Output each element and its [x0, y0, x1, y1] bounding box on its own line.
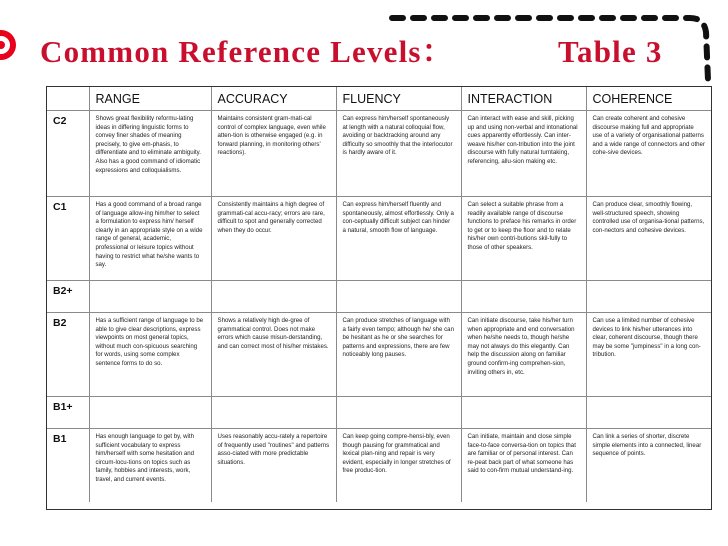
- fluency-cell: Can keep going compre-hensi-bly, even though pausing for grammatical and lexical plan-ning and repair is very evident, especially in longer stretches of free produc-tion.: [336, 429, 461, 503]
- interaction-cell: Can initiate, maintain and close simple face-to-face conversa-tion on topics that are familiar or of personal interest. Can re-peat back part of what someone has said to con-firm mutual understand-ing.: [461, 429, 586, 503]
- range-cell: [89, 281, 211, 313]
- header-coherence: COHERENCE: [586, 87, 711, 111]
- header-fluency: FLUENCY: [336, 87, 461, 111]
- range-cell: Has a sufficient range of language to be able to give clear descriptions, express viewpoints on most general topics, without much con-spicuous searching for words, using some complex sentence forms to do so.: [89, 313, 211, 397]
- table-row-b1-plus: [47, 397, 711, 429]
- header-interaction: INTERACTION: [461, 87, 586, 111]
- table-row-b2-plus: [47, 281, 711, 313]
- interaction-cell: [461, 397, 586, 429]
- range-cell: [89, 397, 211, 429]
- range-cell: Has enough language to get by, with sufficient vocabulary to express him/herself with some hesitation and circum-locu-tions on topics such as family, hobbies and interests, work, travel, and current events.: [89, 429, 211, 503]
- range-cell: Has a good command of a broad range of language allow-ing him/her to select a formulation to express him/ herself clearly in an appropriate style on a wide range of general, academic, professional or leisure topics without having to restrict what he/she wants to say.: [89, 197, 211, 281]
- level-label: B1+: [47, 397, 89, 429]
- coherence-cell: [586, 281, 711, 313]
- coherence-cell: Can create coherent and cohesive discourse making full and appropriate use of a variety of organisational patterns and a wide range of connectors and other cohe-sive devices.: [586, 111, 711, 197]
- table-label: Table 3: [558, 34, 663, 69]
- range-cell: Shows great flexibility reformu-lating ideas in differing linguistic forms to convey finer shades of meaning precisely, to give em-phasis, to differentiate and to eliminate ambiguity. Also has a good command of idiomatic expressions and colloquialisms.: [89, 111, 211, 197]
- header-range: RANGE: [89, 87, 211, 111]
- fluency-cell: Can produce stretches of language with a fairly even tempo; although he/ she can be hesitant as he or she searches for patterns and expressions, there are few noticeably long pauses.: [336, 313, 461, 397]
- accuracy-cell: [211, 397, 336, 429]
- accuracy-cell: Maintains consistent gram-mati-cal control of complex language, even while atten-tion is otherwise engaged (e.g. in forward planning, in monitoring others' reactions).: [211, 111, 336, 197]
- accuracy-cell: Shows a relatively high de-gree of grammatical control. Does not make errors which cause misun-derstanding, and can correct most of his/her mistakes.: [211, 313, 336, 397]
- interaction-cell: Can interact with ease and skill, picking up and using non-verbal and intonational cues apparently effortlessly. Can inter-weave his/her con-tribution into the joint discourse with fully natural turntaking, referencing, allu-sion making etc.: [461, 111, 586, 197]
- fluency-cell: Can express him/herself spontaneously at length with a natural colloquial flow, avoiding or backtracking around any difficulty so smoothly that the interlocutor is hardly aware of it.: [336, 111, 461, 197]
- coherence-cell: Can produce clear, smoothly flowing, well-structured speech, showing controlled use of organisa-tional patterns, con-nectors and cohesive devices.: [586, 197, 711, 281]
- level-label: C1: [47, 197, 89, 281]
- table-row-c2: [47, 111, 711, 197]
- level-label: B2: [47, 313, 89, 397]
- header-level: [47, 87, 89, 111]
- accuracy-cell: Uses reasonably accu-rately a repertoire of frequently used "routines" and patterns asso-ciated with more predictable situations.: [211, 429, 336, 503]
- level-label: B2+: [47, 281, 89, 313]
- fluency-cell: [336, 397, 461, 429]
- table-row-b2: [47, 313, 711, 397]
- level-label: C2: [47, 111, 89, 197]
- bullseye-icon: [0, 30, 16, 60]
- interaction-cell: Can initiate discourse, take his/her turn when appropriate and end conversation when he/she needs to, though he/she may not always do this elegantly. Can help the discussion along on familiar ground confirm-ing comprehen-sion, inviting others in, etc.: [461, 313, 586, 397]
- interaction-cell: [461, 281, 586, 313]
- accuracy-cell: Consistently maintains a high degree of grammati-cal accu-racy; errors are rare, difficult to spot and generally corrected when they do occur.: [211, 197, 336, 281]
- fluency-cell: Can express him/herself fluently and spontaneously, almost effortlessly. Only a con-ceptually difficult subject can hinder a natural, smooth flow of language.: [336, 197, 461, 281]
- table-row-b1: [47, 429, 711, 503]
- coherence-cell: Can link a series of shorter, discrete simple elements into a connected, linear sequence of points.: [586, 429, 711, 503]
- reference-levels-table: [46, 86, 712, 510]
- coherence-cell: Can use a limited number of cohesive devices to link his/her utterances into clear, coherent discourse, though there may be some "jumpiness" in a long con-tribution.: [586, 313, 711, 397]
- interaction-cell: Can select a suitable phrase from a readily available range of discourse functions to preface his remarks in order to get or to keep the floor and to relate his/her own contri-butions skil-fully to those of other speakers.: [461, 197, 586, 281]
- header-accuracy: ACCURACY: [211, 87, 336, 111]
- table-header-row: [47, 87, 711, 111]
- accuracy-cell: [211, 281, 336, 313]
- coherence-cell: [586, 397, 711, 429]
- page-title: Common Reference Levels：: [40, 34, 454, 69]
- table-row-c1: [47, 197, 711, 281]
- fluency-cell: [336, 281, 461, 313]
- level-label: B1: [47, 429, 89, 503]
